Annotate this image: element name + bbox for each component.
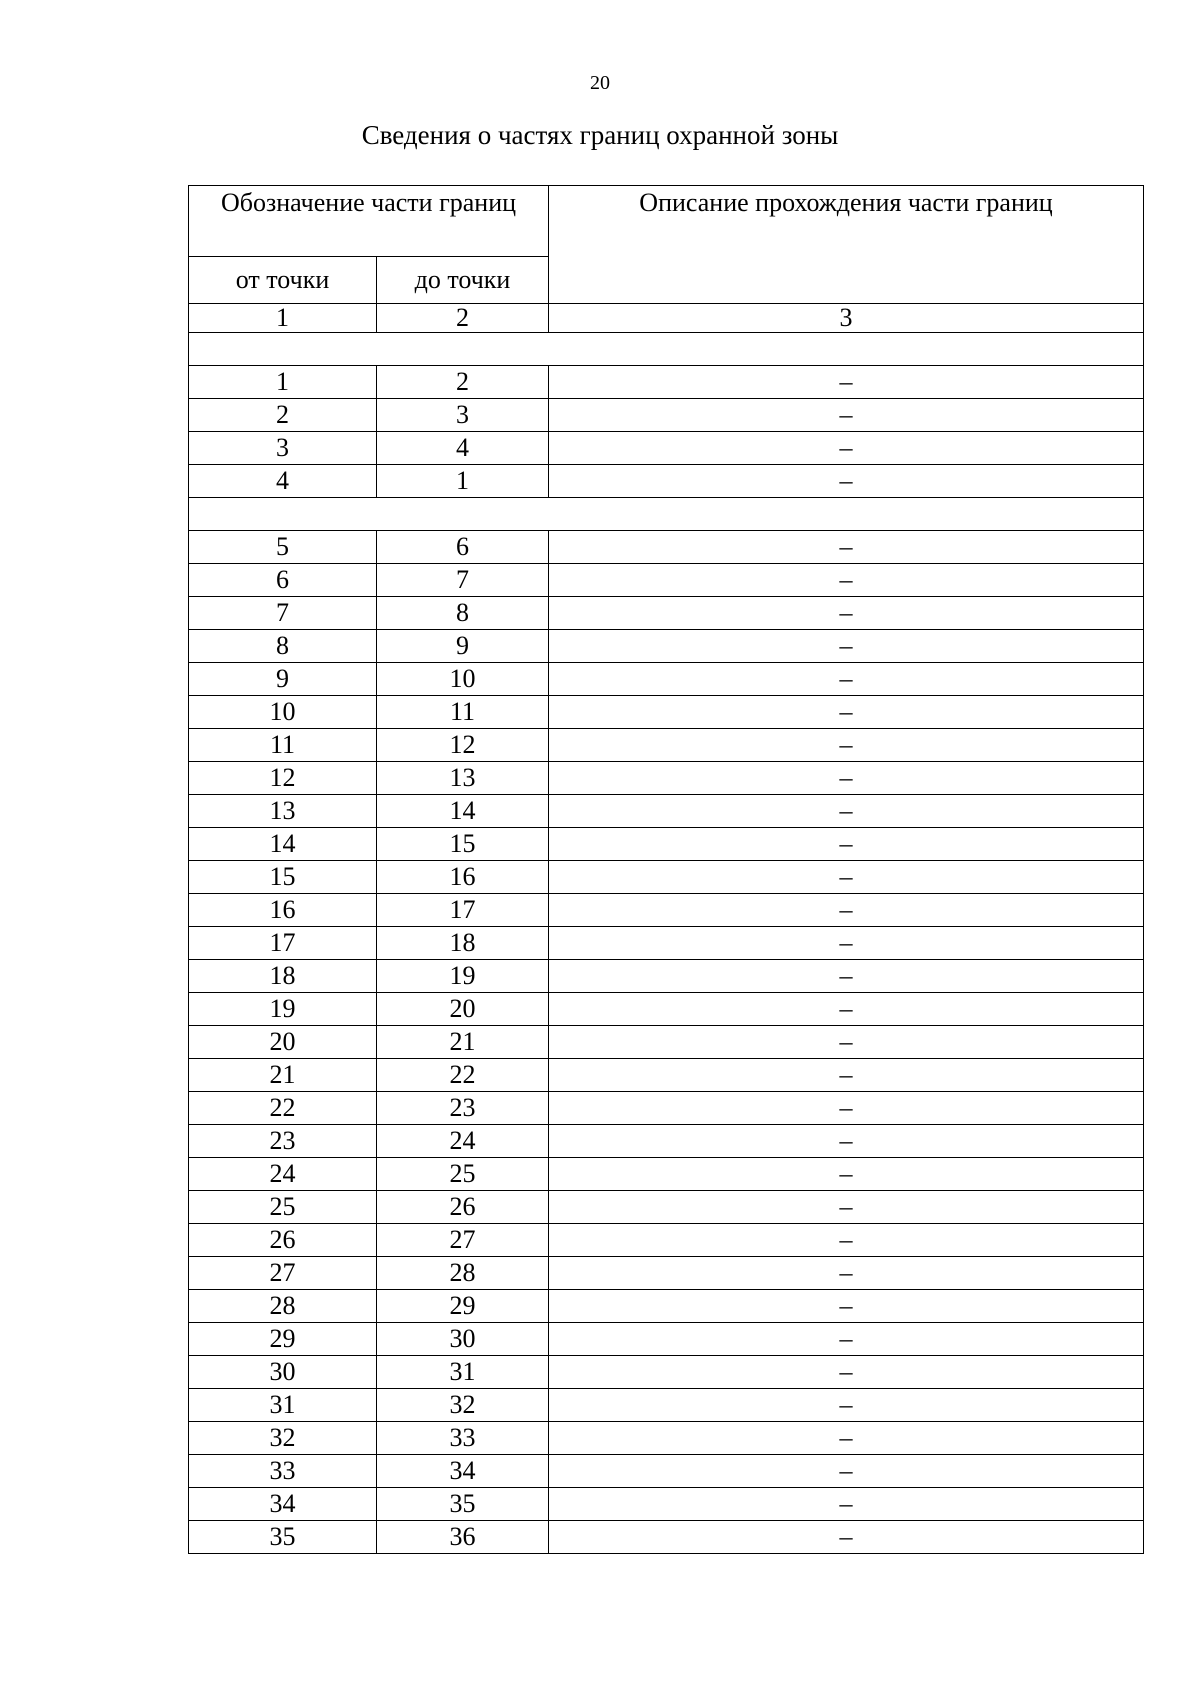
to-point-cell: 22 xyxy=(377,1059,549,1092)
to-point-cell: 32 xyxy=(377,1389,549,1422)
from-point-cell: 1 xyxy=(189,366,377,399)
table-row xyxy=(189,663,1144,696)
to-point-cell: 17 xyxy=(377,894,549,927)
from-point-cell: 25 xyxy=(189,1191,377,1224)
from-point-cell: 13 xyxy=(189,795,377,828)
from-point-cell: 27 xyxy=(189,1257,377,1290)
table-row xyxy=(189,1323,1144,1356)
to-point-cell: 15 xyxy=(377,828,549,861)
table-row xyxy=(189,828,1144,861)
to-point-cell: 19 xyxy=(377,960,549,993)
description-cell: – xyxy=(549,1488,1144,1521)
description-cell: – xyxy=(549,366,1144,399)
description-cell: – xyxy=(549,696,1144,729)
group-separator-cell xyxy=(189,333,1144,366)
table-row xyxy=(189,1026,1144,1059)
from-point-cell: 4 xyxy=(189,465,377,498)
from-point-cell: 32 xyxy=(189,1422,377,1455)
column-number-2: 2 xyxy=(377,304,549,333)
table-row xyxy=(189,531,1144,564)
to-point-cell: 14 xyxy=(377,795,549,828)
description-cell: – xyxy=(549,861,1144,894)
group-separator-row xyxy=(189,333,1144,366)
table-row xyxy=(189,1224,1144,1257)
table-row xyxy=(189,432,1144,465)
page-number: 20 xyxy=(590,72,610,94)
from-point-cell: 6 xyxy=(189,564,377,597)
description-cell: – xyxy=(549,1158,1144,1191)
to-point-cell: 16 xyxy=(377,861,549,894)
table-row xyxy=(189,399,1144,432)
table-header xyxy=(189,186,1144,304)
to-point-cell: 20 xyxy=(377,993,549,1026)
description-cell: – xyxy=(549,729,1144,762)
header-boundary-designation-label: Обозначение части границ xyxy=(220,188,517,217)
to-point-cell: 29 xyxy=(377,1290,549,1323)
description-cell: – xyxy=(549,1455,1144,1488)
to-point-cell: 24 xyxy=(377,1125,549,1158)
description-cell: – xyxy=(549,531,1144,564)
from-point-cell: 18 xyxy=(189,960,377,993)
header-boundary-description xyxy=(549,186,1144,304)
to-point-cell: 4 xyxy=(377,432,549,465)
from-point-cell: 33 xyxy=(189,1455,377,1488)
to-point-cell: 11 xyxy=(377,696,549,729)
from-point-cell: 14 xyxy=(189,828,377,861)
table-row xyxy=(189,762,1144,795)
to-point-cell: 35 xyxy=(377,1488,549,1521)
from-point-cell: 7 xyxy=(189,597,377,630)
table-row xyxy=(189,1521,1144,1554)
from-point-cell: 28 xyxy=(189,1290,377,1323)
to-point-cell: 2 xyxy=(377,366,549,399)
header-from-point: от точки xyxy=(189,257,377,304)
description-cell: – xyxy=(549,1389,1144,1422)
description-cell: – xyxy=(549,1257,1144,1290)
table-row xyxy=(189,1191,1144,1224)
from-point-cell: 5 xyxy=(189,531,377,564)
description-cell: – xyxy=(549,828,1144,861)
from-point-cell: 3 xyxy=(189,432,377,465)
column-number-row xyxy=(189,304,1144,333)
column-number-1: 1 xyxy=(189,304,377,333)
to-point-cell: 3 xyxy=(377,399,549,432)
to-point-cell: 6 xyxy=(377,531,549,564)
group-separator-cell xyxy=(189,498,1144,531)
from-point-cell: 10 xyxy=(189,696,377,729)
from-point-cell: 21 xyxy=(189,1059,377,1092)
from-point-cell: 9 xyxy=(189,663,377,696)
description-cell: – xyxy=(549,993,1144,1026)
description-cell: – xyxy=(549,1191,1144,1224)
description-cell: – xyxy=(549,432,1144,465)
table-row xyxy=(189,927,1144,960)
table-row xyxy=(189,1059,1144,1092)
header-boundary-designation xyxy=(189,186,549,257)
description-cell: – xyxy=(549,1224,1144,1257)
from-point-cell: 34 xyxy=(189,1488,377,1521)
description-cell: – xyxy=(549,927,1144,960)
from-point-cell: 8 xyxy=(189,630,377,663)
to-point-cell: 27 xyxy=(377,1224,549,1257)
table-row xyxy=(189,993,1144,1026)
description-cell: – xyxy=(549,630,1144,663)
to-point-cell: 10 xyxy=(377,663,549,696)
from-point-cell: 17 xyxy=(189,927,377,960)
to-point-cell: 1 xyxy=(377,465,549,498)
to-point-cell: 9 xyxy=(377,630,549,663)
table-body xyxy=(189,304,1144,1554)
from-point-cell: 24 xyxy=(189,1158,377,1191)
table-row xyxy=(189,795,1144,828)
description-cell: – xyxy=(549,795,1144,828)
to-point-cell: 12 xyxy=(377,729,549,762)
boundary-parts-table xyxy=(188,185,1144,1554)
from-point-cell: 15 xyxy=(189,861,377,894)
from-point-cell: 2 xyxy=(189,399,377,432)
column-number-3: 3 xyxy=(549,304,1144,333)
description-cell: – xyxy=(549,1356,1144,1389)
to-point-cell: 33 xyxy=(377,1422,549,1455)
to-point-cell: 8 xyxy=(377,597,549,630)
header-to-point: до точки xyxy=(377,257,549,304)
description-cell: – xyxy=(549,1521,1144,1554)
table-row xyxy=(189,1092,1144,1125)
to-point-cell: 7 xyxy=(377,564,549,597)
description-cell: – xyxy=(549,1092,1144,1125)
table-row xyxy=(189,1455,1144,1488)
table-row xyxy=(189,1257,1144,1290)
from-point-cell: 16 xyxy=(189,894,377,927)
to-point-cell: 21 xyxy=(377,1026,549,1059)
description-cell: – xyxy=(549,564,1144,597)
description-cell: – xyxy=(549,1059,1144,1092)
table-row xyxy=(189,960,1144,993)
document-title: Сведения о частях границ охранной зоны xyxy=(361,120,839,150)
to-point-cell: 25 xyxy=(377,1158,549,1191)
from-point-cell: 23 xyxy=(189,1125,377,1158)
table-row xyxy=(189,1422,1144,1455)
description-cell: – xyxy=(549,465,1144,498)
from-point-cell: 26 xyxy=(189,1224,377,1257)
to-point-cell: 31 xyxy=(377,1356,549,1389)
table-row xyxy=(189,1125,1144,1158)
description-cell: – xyxy=(549,1323,1144,1356)
description-cell: – xyxy=(549,1290,1144,1323)
from-point-cell: 30 xyxy=(189,1356,377,1389)
table-row xyxy=(189,1488,1144,1521)
header-boundary-description-label: Описание прохождения части границ xyxy=(639,188,1053,217)
to-point-cell: 28 xyxy=(377,1257,549,1290)
table-row xyxy=(189,729,1144,762)
description-cell: – xyxy=(549,1026,1144,1059)
to-point-cell: 13 xyxy=(377,762,549,795)
table-row xyxy=(189,597,1144,630)
from-point-cell: 22 xyxy=(189,1092,377,1125)
description-cell: – xyxy=(549,399,1144,432)
table-row xyxy=(189,564,1144,597)
table-row xyxy=(189,1356,1144,1389)
from-point-cell: 20 xyxy=(189,1026,377,1059)
table-row xyxy=(189,465,1144,498)
table-row xyxy=(189,696,1144,729)
table-row xyxy=(189,1389,1144,1422)
from-point-cell: 19 xyxy=(189,993,377,1026)
table-row xyxy=(189,366,1144,399)
to-point-cell: 26 xyxy=(377,1191,549,1224)
description-cell: – xyxy=(549,1422,1144,1455)
group-separator-row xyxy=(189,498,1144,531)
table-row xyxy=(189,630,1144,663)
from-point-cell: 29 xyxy=(189,1323,377,1356)
to-point-cell: 18 xyxy=(377,927,549,960)
description-cell: – xyxy=(549,663,1144,696)
to-point-cell: 34 xyxy=(377,1455,549,1488)
description-cell: – xyxy=(549,597,1144,630)
from-point-cell: 11 xyxy=(189,729,377,762)
from-point-cell: 35 xyxy=(189,1521,377,1554)
description-cell: – xyxy=(549,1125,1144,1158)
to-point-cell: 23 xyxy=(377,1092,549,1125)
table-row xyxy=(189,861,1144,894)
to-point-cell: 30 xyxy=(377,1323,549,1356)
table-row xyxy=(189,1290,1144,1323)
table-row xyxy=(189,1158,1144,1191)
description-cell: – xyxy=(549,894,1144,927)
to-point-cell: 36 xyxy=(377,1521,549,1554)
from-point-cell: 31 xyxy=(189,1389,377,1422)
from-point-cell: 12 xyxy=(189,762,377,795)
description-cell: – xyxy=(549,960,1144,993)
table-row xyxy=(189,894,1144,927)
description-cell: – xyxy=(549,762,1144,795)
